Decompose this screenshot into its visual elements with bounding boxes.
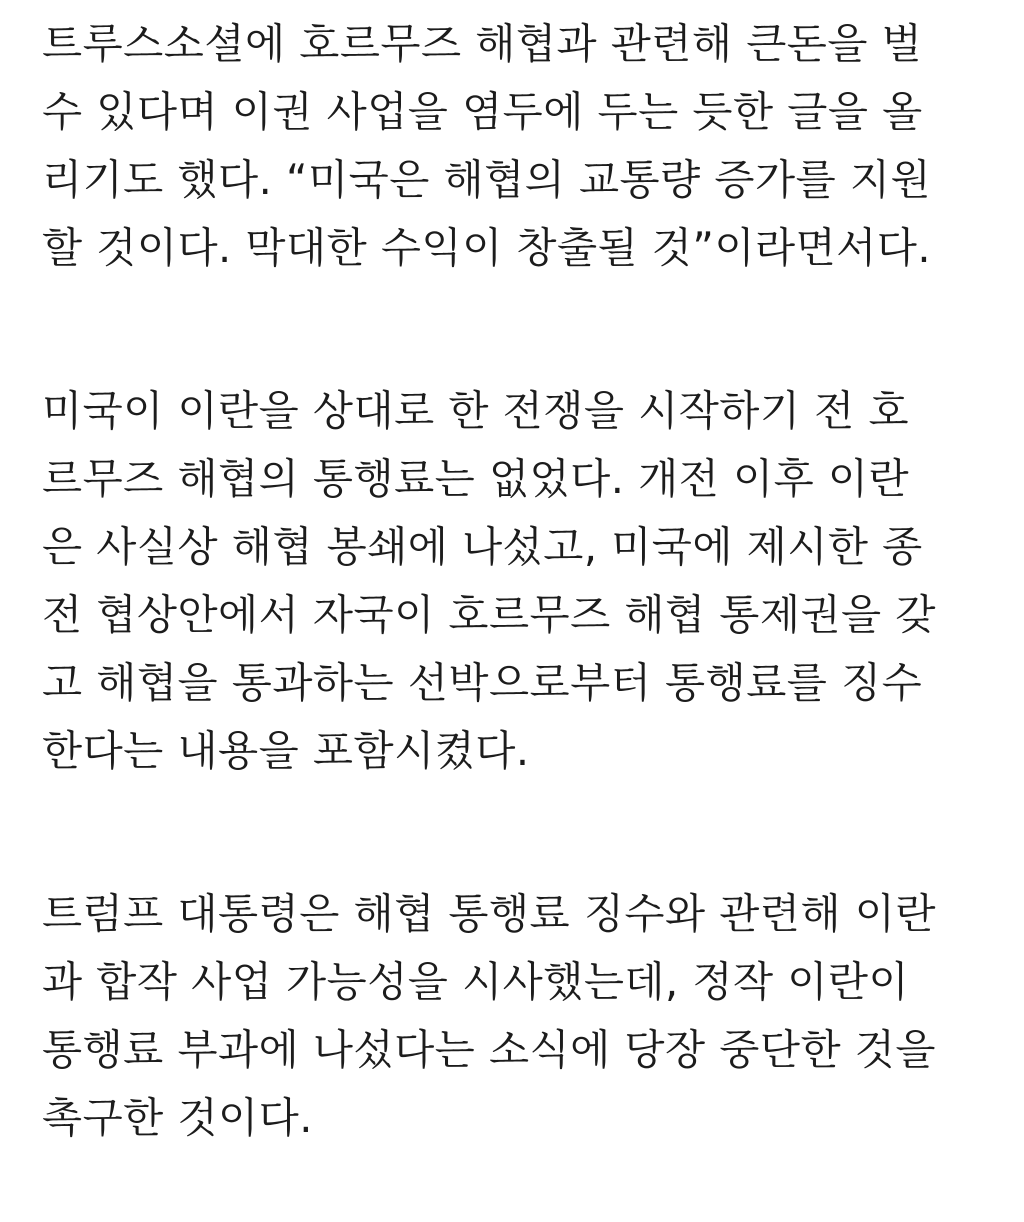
text-line: 한다는 내용을 포함시켰다. bbox=[42, 726, 530, 775]
article-body bbox=[42, 0, 992, 1152]
text-line: 미국이 이란을 상대로 한 전쟁을 시작하기 전 호 bbox=[42, 386, 910, 435]
text-line: 은 사실상 해협 봉쇄에 나섰고, 미국에 제시한 종 bbox=[42, 522, 923, 571]
text-line: 트럼프 대통령은 해협 통행료 징수와 관련해 이란 bbox=[42, 889, 936, 938]
text-line: 촉구한 것이다. bbox=[42, 1093, 313, 1142]
text-line: 수 있다며 이권 사업을 염두에 두는 듯한 글을 올 bbox=[42, 87, 923, 136]
text-line: 과 합작 사업 가능성을 시사했는데, 정작 이란이 bbox=[42, 957, 910, 1006]
text-line: 르무즈 해협의 통행료는 없었다. 개전 이후 이란 bbox=[42, 454, 910, 503]
article-paragraph-2 bbox=[42, 377, 992, 785]
text-line: 전 협상안에서 자국이 호르무즈 해협 통제권을 갖 bbox=[42, 590, 936, 639]
paragraph-spacer bbox=[42, 785, 992, 880]
text-line: 통행료 부과에 나섰다는 소식에 당장 중단한 것을 bbox=[42, 1025, 936, 1074]
text-line: 리기도 했다. “미국은 해협의 교통량 증가를 지원 bbox=[42, 155, 932, 204]
text-line: 트루스소셜에 호르무즈 해협과 관련해 큰돈을 벌 bbox=[42, 19, 923, 68]
article-paragraph-1 bbox=[42, 10, 992, 282]
text-line: 고 해협을 통과하는 선박으로부터 통행료를 징수 bbox=[42, 658, 923, 707]
article-paragraph-3 bbox=[42, 880, 992, 1152]
text-line: 할 것이다. 막대한 수익이 창출될 것”이라면서다. bbox=[42, 223, 932, 272]
paragraph-spacer bbox=[42, 282, 992, 377]
